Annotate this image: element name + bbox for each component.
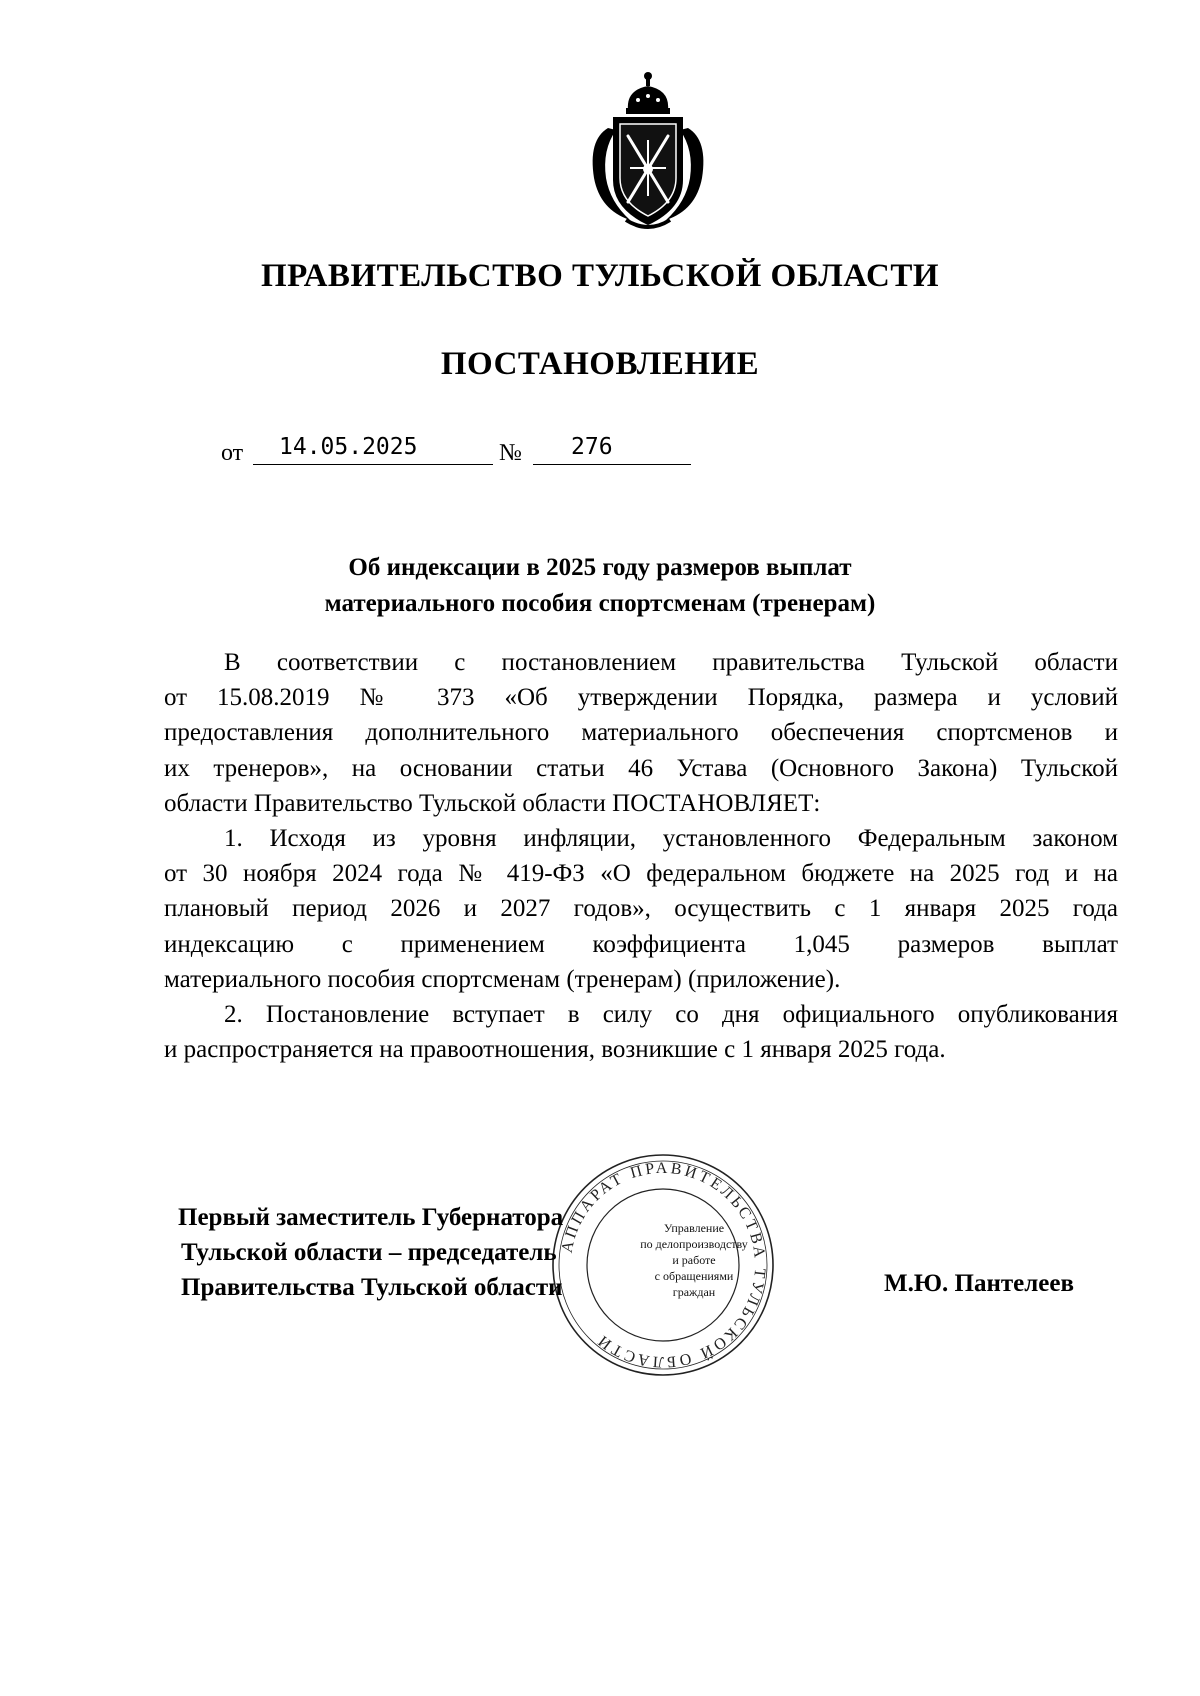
coat-of-arms-icon [580,70,716,234]
subject-line: Об индексации в 2025 году размеров выплат [348,554,852,581]
stamp-line: граждан [672,1285,716,1299]
text-line: от 15.08.2019 № 373 «Об утверждении Порядка, размера и условий [164,684,1118,712]
stamp-line: и работе [672,1253,716,1267]
item-1-paragraph [164,821,1118,997]
organization-title: ПРАВИТЕЛЬСТВО ТУЛЬСКОЙ ОБЛАСТИ [261,258,939,294]
position-line: Первый заместитель Губернатора [178,1204,564,1231]
text-line: плановый период 2026 и 2027 годов», осуществить с 1 января 2025 года [164,895,1118,923]
signatory-name: М.Ю. Пантелеев [884,1270,1074,1297]
stamp-line: по делопроизводству [640,1237,748,1251]
number-prefix: № [499,440,522,466]
stamp-inner-text [614,1220,774,1300]
signatory-position [178,1200,563,1305]
text-line: В соответствии с постановлением правительства Тульской области [224,649,1118,676]
date-prefix: от [221,440,244,466]
date-number-line [221,430,691,470]
item-2-paragraph [164,997,1118,1067]
document-body [164,645,1118,1067]
text-line: области Правительство Тульской области ПОСТАНОВЛЯЕТ: [164,789,821,817]
text-line: от 30 ноября 2024 года № 419-ФЗ «О федеральном бюджете на 2025 год и на [164,860,1118,888]
stamp-line: с обращениями [654,1269,734,1283]
text-line: индексацию с применением коэффициента 1,045 размеров выплат [164,930,1118,958]
preamble-paragraph [164,645,1118,821]
stamp-ring-text: АППАРАТ ПРАВИТЕЛЬСТВА ТУЛЬСКОЙ ОБЛАСТИ [558,1159,769,1371]
number-value: 276 [571,434,613,460]
date-value: 14.05.2025 [279,434,418,460]
position-line: Тульской области – председатель [181,1239,557,1266]
text-line: предоставления дополнительного материального обеспечения спортсменов и [164,719,1118,747]
text-line: материального пособия спортсменам (тренерам) (приложение). [164,965,841,993]
number-field [533,430,691,465]
document-subject [0,550,1200,622]
text-line: 1. Исходя из уровня инфляции, установленного Федеральным законом [224,825,1118,853]
position-line: Правительства Тульской области [181,1274,563,1301]
text-line: 2. Постановление вступает в силу со дня официального опубликования [224,1001,1118,1029]
stamp-line: Управление [663,1221,725,1235]
document-type: ПОСТАНОВЛЕНИЕ [440,346,760,382]
text-line: их тренеров», на основании статьи 46 Устава (Основного Закона) Тульской [164,754,1118,782]
text-line: и распространяется на правоотношения, возникшие с 1 января 2025 года. [164,1036,946,1064]
subject-line: материального пособия спортсменам (тренерам) [324,590,876,617]
date-field [253,430,493,465]
